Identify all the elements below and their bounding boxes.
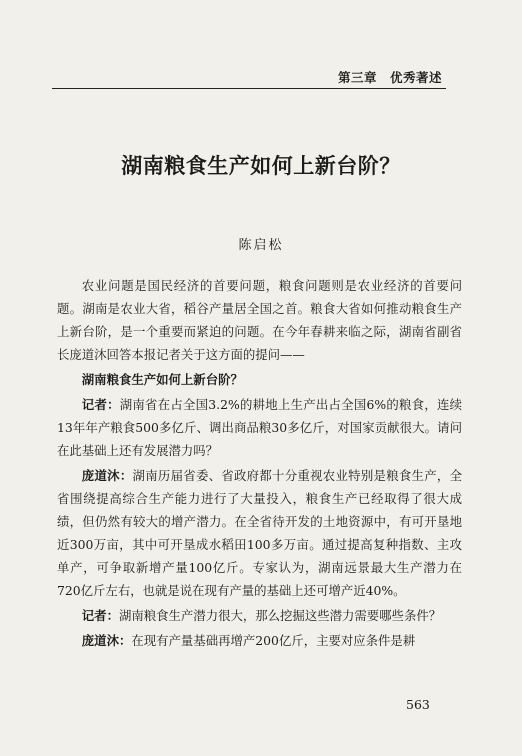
qa-paragraph <box>57 604 462 627</box>
article-title: 湖南粮食生产如何上新台阶？ <box>121 154 401 178</box>
qa-paragraph <box>57 464 462 602</box>
qa-text: 在现有产量基础再增产200亿斤，主要对应条件是耕 <box>131 633 416 648</box>
article-body <box>57 274 462 654</box>
speaker-label: 庞道沐： <box>81 633 132 648</box>
qa-paragraph <box>57 393 462 462</box>
qa-text: 湖南历届省委、省政府都十分重视农业特别是粮食生产，全省围绕提高综合生产能力进行了大量投入，粮食生产已经取得了很大成绩，但仍然有较大的增产潜力。在全省待开发的土地资源中，有可开垦地近300万亩，其中可开垦成水稻田100多万亩。通过提高复种指数、主攻单产，可争取新增产量100亿斤。专家认为，湖南远景最大生产潜力在720亿斤左右，也就是说在现有产量的基础上还可增产近40%。 <box>57 468 463 598</box>
article-author: 陈启松 <box>238 238 284 253</box>
speaker-label: 记者： <box>81 397 120 412</box>
speaker-label: 庞道沐： <box>81 468 133 483</box>
subheading: 湖南粮食生产如何上新台阶？ <box>81 372 243 387</box>
chapter-title: 第三章 优秀著述 <box>337 70 442 85</box>
qa-text: 湖南省在占全国3.2%的耕地上生产出占全国6%的粮食，连续13年年产粮食500多亿斤、调出商品粮30多亿斤，对国家贡献很大。请问在此基础上还有发展潜力吗？ <box>57 397 463 458</box>
intro-paragraph: 农业问题是国民经济的首要问题，粮食问题则是农业经济的首要问题。湖南是农业大省，稻谷产量居全国之首。粮食大省如何推动粮食生产上新台阶，是一个重要而紧迫的问题。在今年春耕来临之际，湖南省副省长庞道沐回答本报记者关于这方面的提问—— <box>57 278 462 362</box>
page-number: 563 <box>406 697 430 712</box>
speaker-label: 记者： <box>81 608 119 623</box>
running-header <box>52 60 446 89</box>
qa-text: 湖南粮食生产潜力很大，那么挖掘这些潜力需要哪些条件？ <box>118 608 442 623</box>
qa-paragraph <box>57 629 462 652</box>
